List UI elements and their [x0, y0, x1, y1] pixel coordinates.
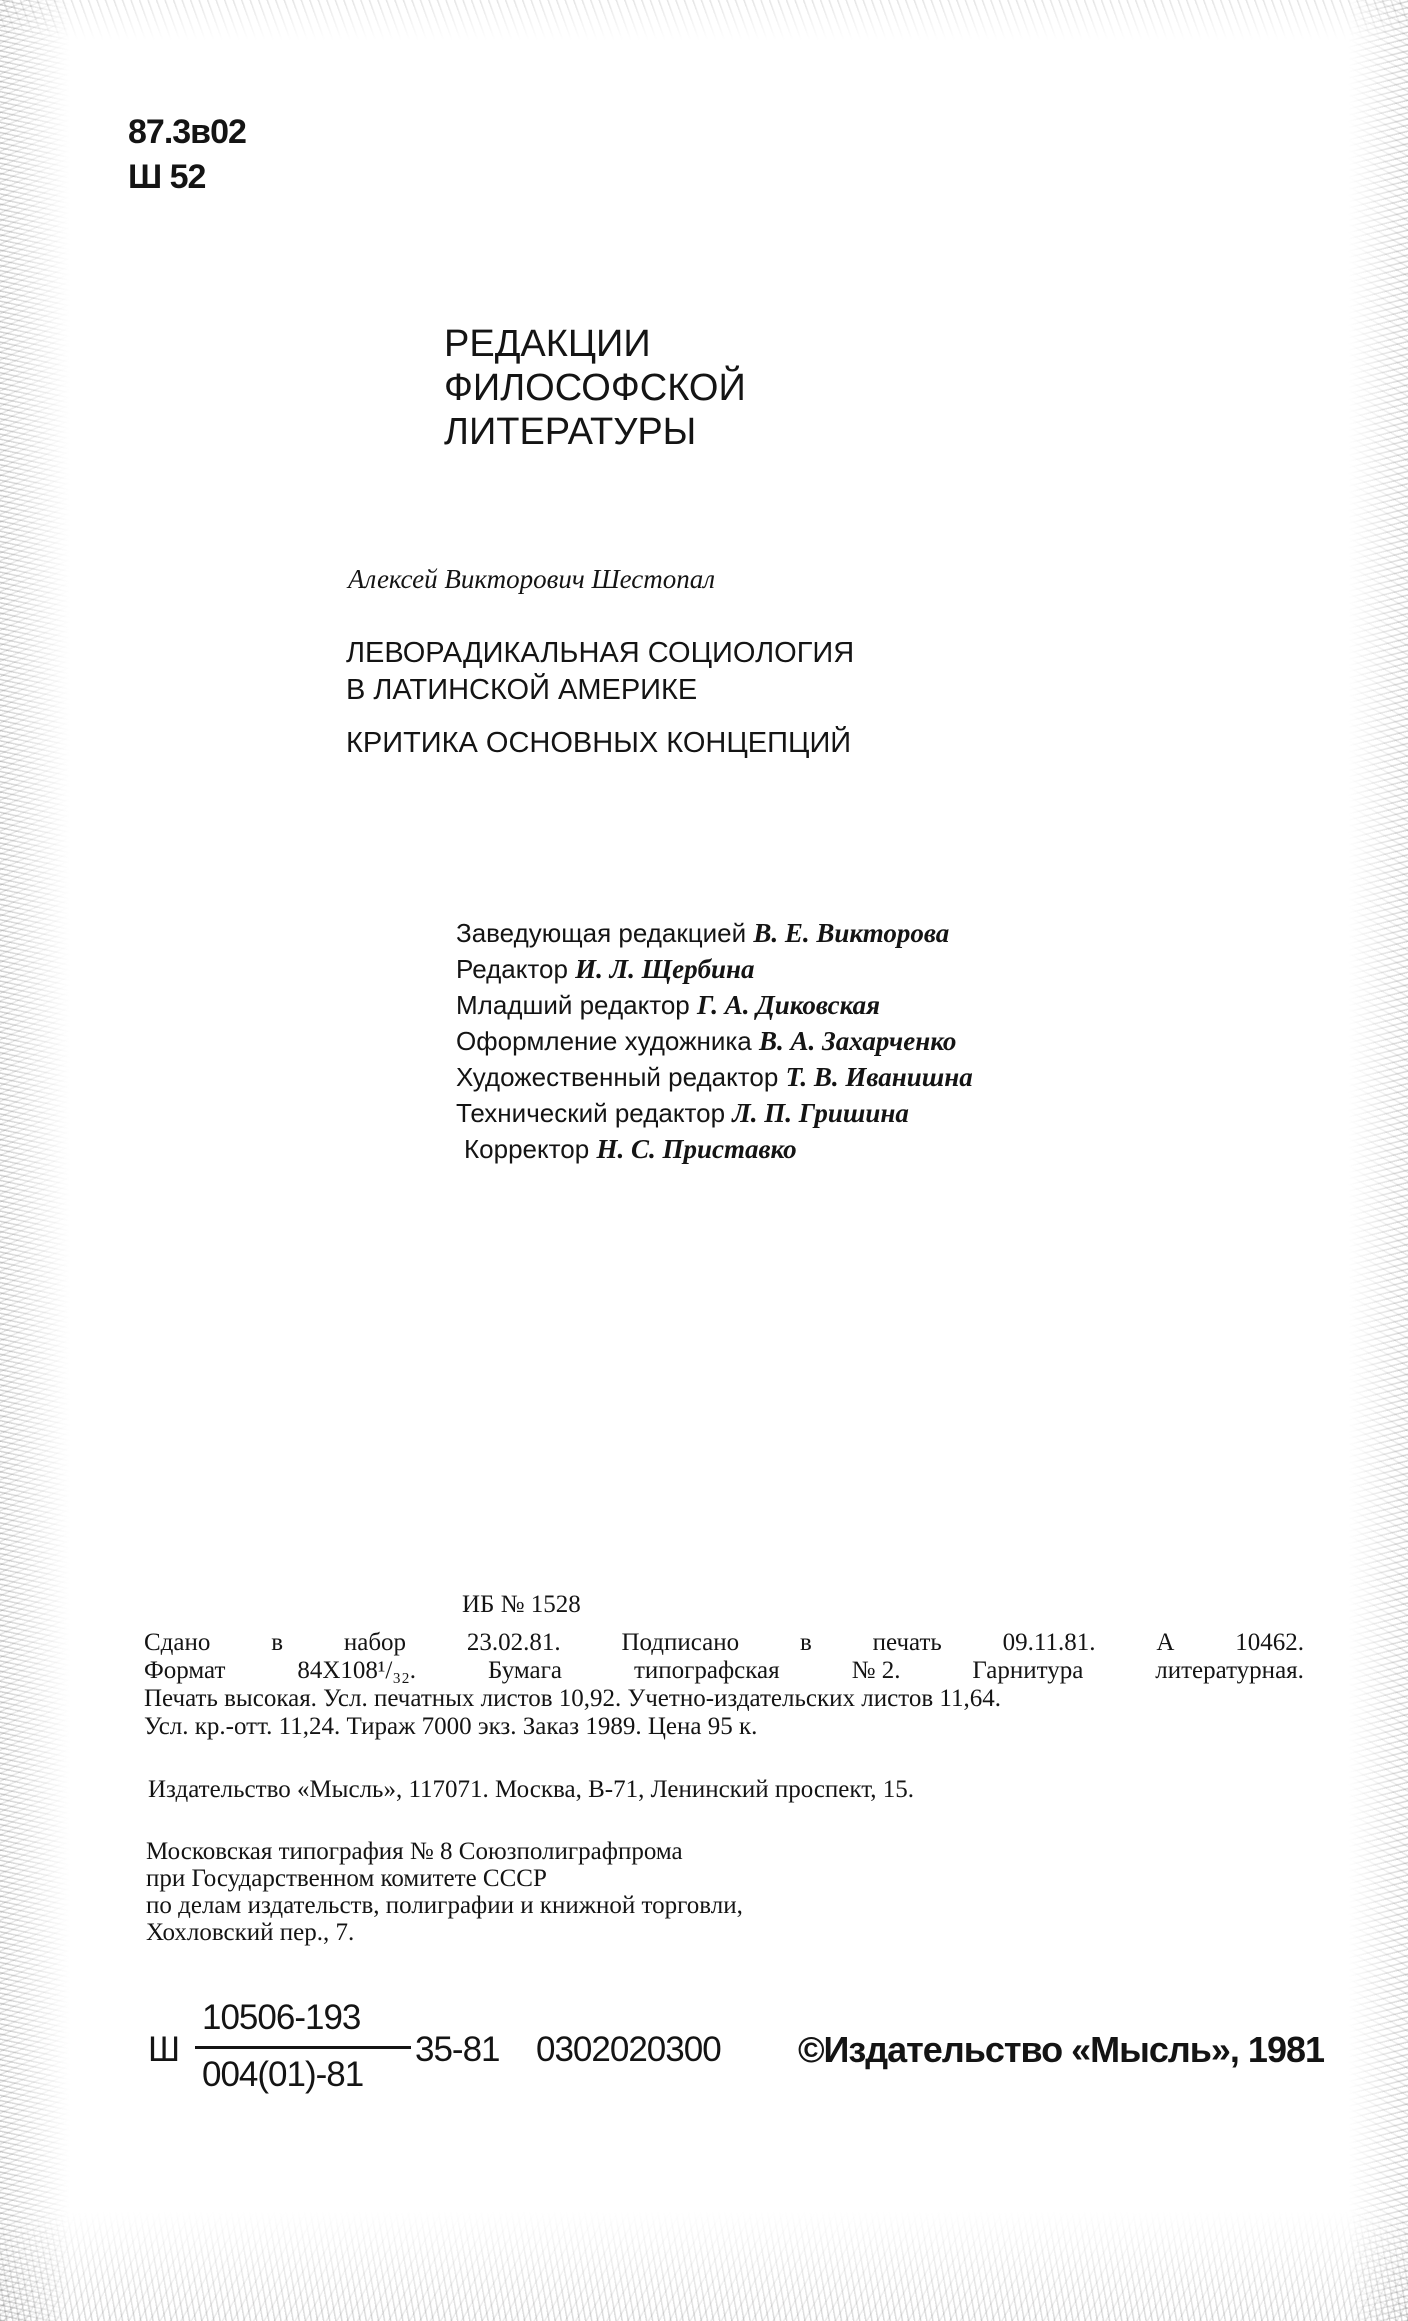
credit-role: Корректор: [464, 1134, 590, 1164]
credit-row: [456, 915, 973, 951]
credit-row: [456, 1023, 973, 1059]
scan-noise-right: [1348, 0, 1408, 2321]
print-word: печать: [872, 1629, 942, 1656]
series-title-line: ФИЛОСОФСКОЙ: [444, 367, 746, 409]
print-details: [144, 1629, 1304, 1741]
credit-row: [456, 1059, 973, 1095]
print-word: Сдано: [144, 1629, 211, 1656]
printer-info: [146, 1838, 743, 1946]
print-word: в: [799, 1629, 812, 1656]
catalog-numerator: 10506-193: [202, 1998, 361, 2037]
book-subtitle: КРИТИКА ОСНОВНЫХ КОНЦЕПЦИЙ: [346, 727, 852, 759]
credit-name: Г. А. Диковская: [697, 990, 881, 1020]
credit-row: [456, 951, 973, 987]
credit-name: Т. В. Иванишна: [785, 1062, 973, 1092]
credit-role: Оформление художника: [456, 1026, 752, 1056]
credit-row: [456, 987, 973, 1023]
print-word: литературная.: [1155, 1657, 1304, 1684]
print-word: 09.11.81.: [1002, 1629, 1096, 1656]
ib-number: ИБ № 1528: [462, 1591, 581, 1618]
print-word: Формат: [144, 1657, 226, 1684]
print-word: 23.02.81.: [466, 1629, 561, 1656]
book-title-line: В ЛАТИНСКОЙ АМЕРИКЕ: [346, 674, 698, 706]
print-word: № 2.: [851, 1657, 901, 1684]
print-word: Подписано: [621, 1629, 740, 1656]
scan-noise-left: [0, 0, 70, 2321]
scan-noise-top: [0, 0, 1408, 40]
series-title-line: ЛИТЕРАТУРЫ: [444, 411, 697, 453]
series-title: [444, 322, 746, 454]
catalog-number: 0302020300: [536, 2030, 721, 2069]
print-details-line-4: Усл. кр.-отт. 11,24. Тираж 7000 экз. Заказ 1989. Цена 95 к.: [144, 1713, 758, 1740]
book-title-line: ЛЕВОРАДИКАЛЬНАЯ СОЦИОЛОГИЯ: [346, 637, 855, 669]
print-word: в: [271, 1629, 284, 1656]
author-name: Алексей Викторович Шестопал: [348, 564, 716, 594]
print-word: типографская: [633, 1657, 780, 1684]
credit-name: И. Л. Щербина: [575, 954, 755, 984]
credit-row: [456, 1131, 973, 1167]
credit-role: Технический редактор: [456, 1098, 726, 1128]
credit-name: В. Е. Викторова: [753, 918, 950, 948]
print-details-line-1: [144, 1629, 1304, 1657]
author-mark-code: Ш 52: [128, 158, 206, 196]
printer-line: Московская типография № 8 Союзполиграфпрома: [146, 1838, 683, 1865]
catalog-suffix: 35-81: [415, 2030, 500, 2069]
credit-role: Младший редактор: [456, 990, 690, 1020]
bbk-code: 87.3в02: [128, 113, 246, 151]
copyright-notice: ©Издательство «Мысль», 1981: [798, 2029, 1325, 2070]
printer-line: при Государственном комитете СССР: [146, 1865, 547, 1892]
credit-name: В. А. Захарченко: [759, 1026, 957, 1056]
catalog-prefix: Ш: [148, 2030, 180, 2069]
fraction-bar: [195, 2046, 411, 2049]
print-word: 84X108¹/₃₂.: [297, 1657, 417, 1684]
editorial-credits: [456, 915, 973, 1167]
print-word: А: [1156, 1629, 1175, 1656]
print-details-line-2: [144, 1657, 1304, 1685]
print-word: Гарнитура: [972, 1657, 1084, 1684]
scan-noise-bottom: [0, 2211, 1408, 2321]
book-title: [346, 635, 854, 762]
printer-line: по делам издательств, полиграфии и книжной торговли,: [146, 1892, 743, 1919]
publisher-address: Издательство «Мысль», 117071. Москва, В-71, Ленинский проспект, 15.: [148, 1776, 915, 1803]
print-details-line-3: Печать высокая. Усл. печатных листов 10,92. Учетно-издательских листов 11,64.: [144, 1685, 1001, 1712]
credit-role: Заведующая редакцией: [456, 918, 747, 948]
credit-row: [456, 1095, 973, 1131]
print-word: Бумага: [488, 1657, 562, 1684]
credit-role: Художественный редактор: [456, 1062, 779, 1092]
credit-name: Н. С. Приставко: [596, 1134, 797, 1164]
print-word: набор: [343, 1629, 407, 1656]
printer-line: Хохловский пер., 7.: [146, 1919, 355, 1946]
catalog-denominator: 004(01)-81: [202, 2055, 364, 2094]
credit-name: Л. П. Гришина: [732, 1098, 909, 1128]
credit-role: Редактор: [456, 954, 568, 984]
print-word: 10462.: [1235, 1629, 1304, 1656]
series-title-line: РЕДАКЦИИ: [444, 323, 651, 365]
